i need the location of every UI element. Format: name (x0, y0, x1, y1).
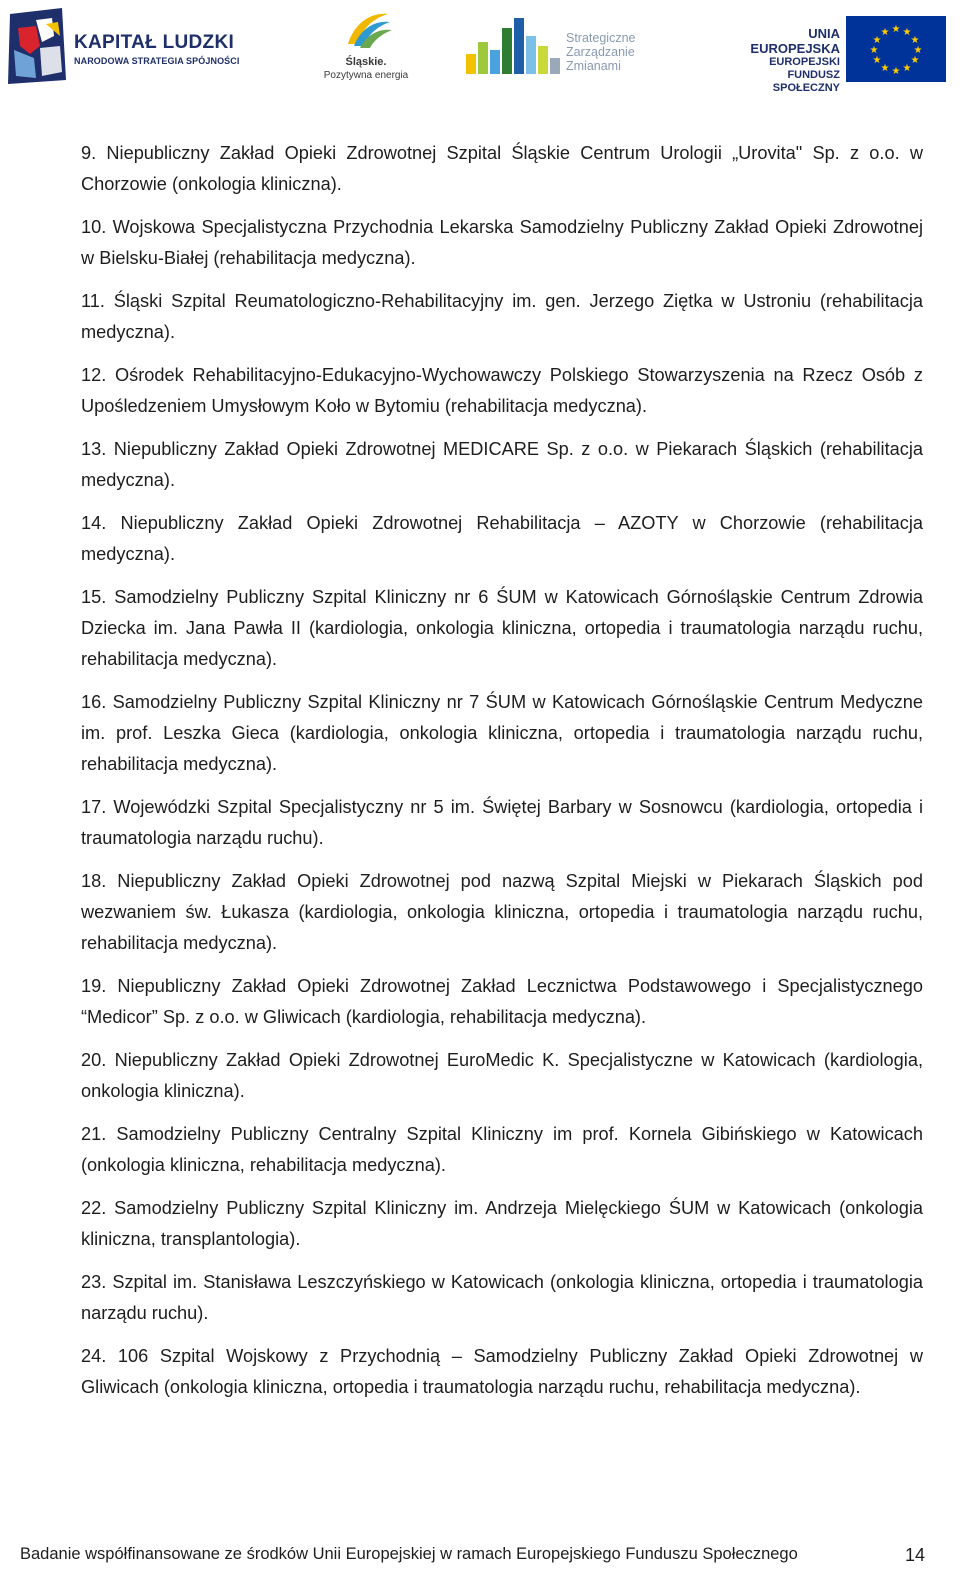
svg-text:★: ★ (880, 27, 890, 38)
strategiczne-line3: Zmianami (566, 59, 621, 73)
strategiczne-line1: Strategiczne (566, 31, 636, 45)
unia-europejska-logo (720, 10, 952, 94)
strategiczne-zarzadzanie-logo (464, 14, 664, 80)
svg-text:★: ★ (869, 45, 879, 56)
strategiczne-bars-icon (464, 14, 564, 80)
kapital-ludzki-title: KAPITAŁ LUDZKI (74, 32, 235, 53)
svg-text:★: ★ (880, 63, 890, 74)
footer-text: Badanie współfinansowane ze środków Unii Europejskiej w ramach Europejskiego Funduszu Społecznego (20, 1545, 798, 1563)
kapital-ludzki-subtitle: NARODOWA STRATEGIA SPÓJNOŚCI (74, 56, 240, 66)
slaskie-title: Śląskie. (345, 56, 387, 68)
kapital-ludzki-logo (6, 6, 246, 86)
document-body (81, 138, 923, 1415)
list-item: 22. Samodzielny Publiczny Szpital Kliniczny im. Andrzeja Mielęckiego ŚUM w Katowicach (onkologia kliniczna, transplantologia). (81, 1198, 923, 1249)
list-item: 14. Niepubliczny Zakład Opieki Zdrowotnej Rehabilitacja – AZOTY w Chorzowie (rehabilitacja medyczna). (81, 513, 923, 564)
ue-line1: UNIA EUROPEJSKA (750, 26, 840, 56)
ue-line2: EUROPEJSKI (769, 56, 840, 68)
list-item: 21. Samodzielny Publiczny Centralny Szpital Kliniczny im prof. Kornela Gibińskiego w Katowicach (onkologia kliniczna, rehabilitacja medyczna). (81, 1124, 923, 1175)
slaskie-subtitle: Pozytywna energia (323, 70, 409, 81)
list-item: 11. Śląski Szpital Reumatologiczno-Rehabilitacyjny im. gen. Jerzego Ziętka w Ustroniu (rehabilitacja medyczna). (81, 291, 923, 342)
kapital-ludzki-emblem-icon (6, 6, 70, 86)
list-item: 12. Ośrodek Rehabilitacyjno-Edukacyjno-Wychowawczy Polskiego Stowarzyszenia na Rzecz Osób z Upośledzeniem Umysłowym Koło w Bytomiu (rehabilitacja medyczna). (81, 365, 923, 416)
page-header (0, 0, 960, 92)
svg-text:★: ★ (891, 66, 901, 77)
list-item: 20. Niepubliczny Zakład Opieki Zdrowotnej EuroMedic K. Specjalistyczne w Katowicach (kardiologia, onkologia kliniczna). (81, 1050, 923, 1101)
svg-text:★: ★ (910, 55, 920, 66)
list-item: 15. Samodzielny Publiczny Szpital Kliniczny nr 6 ŚUM w Katowicach Górnośląskie Centrum Zdrowia Dziecka im. Jana Pawła II (kardiologia, onkologia kliniczna, ortopedia i traumatologia narządu ruchu, rehabilitacja medyczna). (81, 587, 923, 669)
list-item: 13. Niepubliczny Zakład Opieki Zdrowotnej MEDICARE Sp. z o.o. w Piekarach Śląskich (rehabilitacja medyczna). (81, 439, 923, 490)
svg-text:★: ★ (902, 63, 912, 74)
slaskie-logo (318, 6, 414, 86)
svg-text:★: ★ (910, 35, 920, 46)
list-item: 23. Szpital im. Stanisława Leszczyńskiego w Katowicach (onkologia kliniczna, ortopedia i traumatologia narządu ruchu). (81, 1272, 923, 1323)
svg-text:★: ★ (872, 55, 882, 66)
eu-flag-icon (846, 16, 946, 82)
svg-text:★: ★ (902, 27, 912, 38)
slaskie-swirl-icon (318, 6, 414, 54)
list-item: 19. Niepubliczny Zakład Opieki Zdrowotnej Zakład Lecznictwa Podstawowego i Specjalistycznego “Medicor” Sp. z o.o. w Gliwicach (kardiologia, rehabilitacja medyczna). (81, 976, 923, 1027)
strategiczne-line2: Zarządzanie (566, 45, 635, 59)
ue-line3: FUNDUSZ SPOŁECZNY (772, 69, 840, 94)
list-item: 24. 106 Szpital Wojskowy z Przychodnią – Samodzielny Publiczny Zakład Opieki Zdrowotnej w Gliwicach (onkologia kliniczna, ortopedia i traumatologia narządu ruchu, rehabilitacja medyczna). (81, 1346, 923, 1397)
list-item: 9. Niepubliczny Zakład Opieki Zdrowotnej Szpital Śląskie Centrum Urologii „Urovita" Sp. z o.o. w Chorzowie (onkologia kliniczna). (81, 143, 923, 194)
list-item: 10. Wojskowa Specjalistyczna Przychodnia Lekarska Samodzielny Publiczny Zakład Opieki Zdrowotnej w Bielsku-Białej (rehabilitacja medyczna). (81, 217, 923, 268)
svg-text:★: ★ (891, 24, 901, 35)
svg-text:★: ★ (913, 45, 923, 56)
page-footer (20, 1545, 925, 1575)
list-item: 17. Wojewódzki Szpital Specjalistyczny nr 5 im. Świętej Barbary w Sosnowcu (kardiologia, ortopedia i traumatologia narządu ruchu). (81, 797, 923, 848)
page-number: 14 (904, 1545, 925, 1565)
svg-text:★: ★ (872, 35, 882, 46)
list-item: 18. Niepubliczny Zakład Opieki Zdrowotnej pod nazwą Szpital Miejski w Piekarach Śląskich pod wezwaniem św. Łukasza (kardiologia, onkologia kliniczna, ortopedia i traumatologia narządu ruchu, rehabilitacja medyczna). (81, 871, 923, 953)
list-item: 16. Samodzielny Publiczny Szpital Kliniczny nr 7 ŚUM w Katowicach Górnośląskie Centrum Medyczne im. prof. Leszka Gieca (kardiologia, onkologia kliniczna, ortopedia i traumatologia narządu ruchu, rehabilitacja medyczna). (81, 692, 923, 774)
